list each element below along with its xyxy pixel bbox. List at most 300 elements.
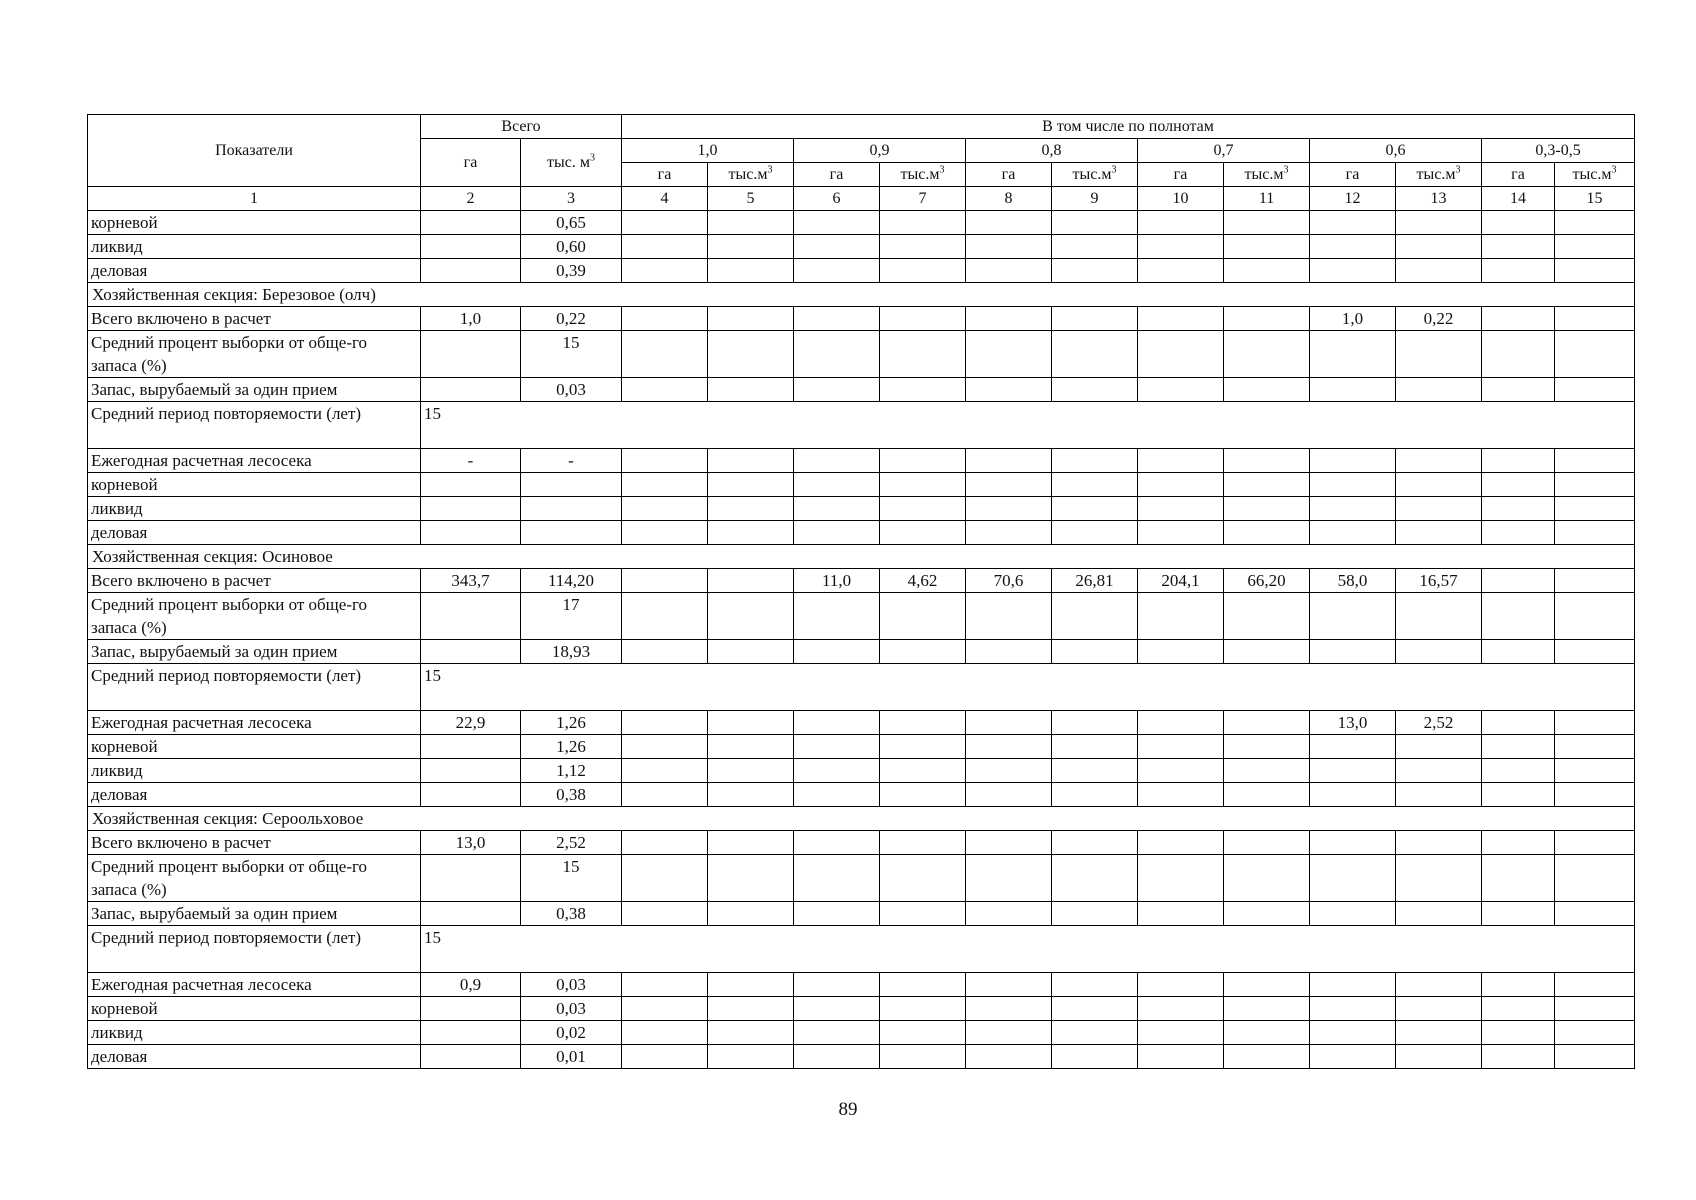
table-cell xyxy=(1052,783,1138,807)
table-cell: - xyxy=(521,449,622,473)
table-cell xyxy=(1052,378,1138,402)
table-cell xyxy=(1224,521,1310,545)
table-cell xyxy=(880,831,966,855)
column-number: 9 xyxy=(1052,187,1138,211)
table-cell xyxy=(1224,902,1310,926)
column-number: 1 xyxy=(88,187,421,211)
table-cell xyxy=(1224,1021,1310,1045)
table-cell xyxy=(1396,473,1482,497)
table-cell xyxy=(1482,1021,1555,1045)
header-unit-vol: $тыс.м^3$ xyxy=(1224,163,1310,187)
row-label: Средний процент выборки от обще-го запаса (%) xyxy=(88,331,421,378)
table-cell xyxy=(1482,497,1555,521)
table-cell: 70,6 xyxy=(966,569,1052,593)
header-unit-ha: га xyxy=(794,163,880,187)
column-number: 5 xyxy=(708,187,794,211)
table-cell xyxy=(622,211,708,235)
table-cell xyxy=(421,759,521,783)
table-row xyxy=(88,759,1635,783)
row-label: корневой xyxy=(88,211,421,235)
table-row xyxy=(88,593,1635,640)
table-cell xyxy=(1396,973,1482,997)
table-row xyxy=(88,331,1635,378)
table-cell xyxy=(1555,973,1635,997)
section-title: Хозяйственная секция: Березовое (олч) xyxy=(88,283,1635,307)
table-cell xyxy=(1555,235,1635,259)
table-cell xyxy=(1396,997,1482,1021)
table-cell xyxy=(708,378,794,402)
table-cell xyxy=(966,1021,1052,1045)
table-row xyxy=(88,378,1635,402)
document-page xyxy=(87,114,1634,1069)
table-cell xyxy=(1138,735,1224,759)
table-cell xyxy=(794,855,880,902)
table-cell xyxy=(1396,449,1482,473)
table-cell xyxy=(794,711,880,735)
table-cell: 114,20 xyxy=(521,569,622,593)
table-cell: 0,22 xyxy=(1396,307,1482,331)
row-label: Всего включено в расчет xyxy=(88,831,421,855)
row-label: Запас, вырубаемый за один прием xyxy=(88,640,421,664)
header-unit-vol: $тыс.м^3$ xyxy=(708,163,794,187)
table-row xyxy=(88,1045,1635,1069)
header-unit-ha: га xyxy=(1310,163,1396,187)
table-body xyxy=(88,211,1635,1069)
cutting-area-table xyxy=(87,114,1635,1069)
table-cell xyxy=(794,235,880,259)
table-cell xyxy=(1396,1021,1482,1045)
table-cell xyxy=(1396,831,1482,855)
table-cell xyxy=(708,331,794,378)
table-cell: 2,52 xyxy=(1396,711,1482,735)
table-cell xyxy=(521,521,622,545)
table-row xyxy=(88,831,1635,855)
table-cell: 0,03 xyxy=(521,378,622,402)
table-cell xyxy=(1396,593,1482,640)
header-unit-ha: га xyxy=(1482,163,1555,187)
table-cell xyxy=(622,521,708,545)
table-cell xyxy=(880,449,966,473)
table-cell xyxy=(622,1021,708,1045)
row-label: корневой xyxy=(88,473,421,497)
column-number: 12 xyxy=(1310,187,1396,211)
table-cell xyxy=(1396,902,1482,926)
row-value: 15 xyxy=(421,664,1635,711)
table-cell xyxy=(708,307,794,331)
table-cell: 22,9 xyxy=(421,711,521,735)
table-cell xyxy=(708,759,794,783)
table-cell xyxy=(708,973,794,997)
header-by-density: В том числе по полнотам xyxy=(622,115,1635,139)
table-cell xyxy=(708,593,794,640)
row-label: Запас, вырубаемый за один прием xyxy=(88,902,421,926)
table-cell xyxy=(794,902,880,926)
table-cell xyxy=(794,211,880,235)
table-cell xyxy=(1555,521,1635,545)
table-cell: 0,9 xyxy=(421,973,521,997)
table-cell xyxy=(622,259,708,283)
table-cell xyxy=(1555,593,1635,640)
header-unit-ha: га xyxy=(1138,163,1224,187)
table-cell xyxy=(1052,235,1138,259)
table-cell xyxy=(1138,521,1224,545)
table-cell xyxy=(622,497,708,521)
table-cell xyxy=(421,855,521,902)
table-cell xyxy=(421,331,521,378)
table-cell xyxy=(880,1045,966,1069)
table-cell xyxy=(708,735,794,759)
row-label: Средний период повторяемости (лет) xyxy=(88,402,421,449)
table-cell: 15 xyxy=(521,331,622,378)
table-cell xyxy=(966,855,1052,902)
table-cell xyxy=(708,449,794,473)
table-cell xyxy=(880,997,966,1021)
row-label: Средний процент выборки от обще-го запаса (%) xyxy=(88,593,421,640)
table-cell xyxy=(1396,783,1482,807)
table-cell xyxy=(1052,259,1138,283)
table-cell xyxy=(1482,711,1555,735)
table-cell xyxy=(880,473,966,497)
row-value: 15 xyxy=(421,926,1635,973)
table-cell xyxy=(794,593,880,640)
row-label: Средний процент выборки от обще-го запаса (%) xyxy=(88,855,421,902)
table-cell xyxy=(1555,211,1635,235)
table-cell xyxy=(708,711,794,735)
table-row xyxy=(88,402,1635,449)
table-cell xyxy=(622,783,708,807)
table-cell xyxy=(1052,902,1138,926)
table-cell xyxy=(1555,711,1635,735)
row-label: Всего включено в расчет xyxy=(88,569,421,593)
table-cell xyxy=(622,449,708,473)
table-cell xyxy=(1482,378,1555,402)
table-cell xyxy=(1138,831,1224,855)
table-cell xyxy=(1224,997,1310,1021)
column-number: 4 xyxy=(622,187,708,211)
table-cell xyxy=(1396,235,1482,259)
table-cell: 0,65 xyxy=(521,211,622,235)
header-unit-vol: $тыс.м^3$ xyxy=(880,163,966,187)
table-cell xyxy=(1482,902,1555,926)
row-label: деловая xyxy=(88,259,421,283)
table-cell xyxy=(794,497,880,521)
table-cell xyxy=(1396,640,1482,664)
table-cell xyxy=(1224,259,1310,283)
table-cell xyxy=(708,1045,794,1069)
table-cell xyxy=(1310,235,1396,259)
table-cell xyxy=(521,473,622,497)
table-cell xyxy=(1224,759,1310,783)
table-cell xyxy=(794,973,880,997)
header-indicators: Показатели xyxy=(88,115,421,187)
table-cell xyxy=(1138,902,1224,926)
table-cell xyxy=(1310,783,1396,807)
table-cell xyxy=(966,378,1052,402)
table-cell xyxy=(421,235,521,259)
table-cell xyxy=(421,783,521,807)
table-cell xyxy=(622,331,708,378)
table-cell xyxy=(708,902,794,926)
table-cell xyxy=(1555,759,1635,783)
header-density: 0,8 xyxy=(966,139,1138,163)
table-cell xyxy=(1224,1045,1310,1069)
table-cell xyxy=(966,640,1052,664)
table-cell xyxy=(880,783,966,807)
table-row xyxy=(88,307,1635,331)
table-cell xyxy=(1138,711,1224,735)
table-row xyxy=(88,855,1635,902)
table-cell xyxy=(794,759,880,783)
table-cell xyxy=(1310,855,1396,902)
table-cell xyxy=(1310,759,1396,783)
table-cell xyxy=(1224,473,1310,497)
table-cell xyxy=(1310,640,1396,664)
table-cell xyxy=(1310,211,1396,235)
row-label: Запас, вырубаемый за один прием xyxy=(88,378,421,402)
row-label: Средний период повторяемости (лет) xyxy=(88,926,421,973)
table-cell xyxy=(1482,735,1555,759)
table-cell xyxy=(794,997,880,1021)
table-cell xyxy=(1224,449,1310,473)
table-cell xyxy=(1396,855,1482,902)
table-cell xyxy=(880,855,966,902)
table-cell xyxy=(966,759,1052,783)
table-cell xyxy=(966,593,1052,640)
table-cell xyxy=(1396,735,1482,759)
column-number: 10 xyxy=(1138,187,1224,211)
table-cell xyxy=(966,973,1052,997)
table-cell xyxy=(421,378,521,402)
table-cell xyxy=(880,902,966,926)
table-cell xyxy=(1052,735,1138,759)
table-cell xyxy=(421,211,521,235)
table-cell xyxy=(708,831,794,855)
table-cell xyxy=(421,1021,521,1045)
table-cell xyxy=(1138,211,1224,235)
row-label: деловая xyxy=(88,521,421,545)
table-cell xyxy=(1138,593,1224,640)
table-cell xyxy=(1396,521,1482,545)
row-label: Всего включено в расчет xyxy=(88,307,421,331)
table-cell xyxy=(880,521,966,545)
table-cell xyxy=(1482,1045,1555,1069)
header-total-ha: га xyxy=(421,139,521,187)
table-cell xyxy=(421,521,521,545)
table-row xyxy=(88,783,1635,807)
row-value: 15 xyxy=(421,402,1635,449)
row-label: деловая xyxy=(88,783,421,807)
table-cell: - xyxy=(421,449,521,473)
table-cell xyxy=(708,521,794,545)
table-cell xyxy=(1138,973,1224,997)
table-cell: 66,20 xyxy=(1224,569,1310,593)
table-row xyxy=(88,473,1635,497)
table-cell xyxy=(880,307,966,331)
table-cell xyxy=(421,1045,521,1069)
table-cell xyxy=(1224,593,1310,640)
table-cell xyxy=(1310,593,1396,640)
table-cell xyxy=(1482,783,1555,807)
header-density: 0,9 xyxy=(794,139,966,163)
table-cell xyxy=(966,235,1052,259)
table-cell xyxy=(1052,1045,1138,1069)
table-cell xyxy=(1555,831,1635,855)
table-row xyxy=(88,711,1635,735)
table-cell xyxy=(622,473,708,497)
table-cell xyxy=(794,307,880,331)
table-cell xyxy=(794,831,880,855)
table-cell xyxy=(421,473,521,497)
table-cell: 4,62 xyxy=(880,569,966,593)
table-cell xyxy=(1310,973,1396,997)
table-cell: 17 xyxy=(521,593,622,640)
table-cell xyxy=(1138,473,1224,497)
table-cell xyxy=(622,735,708,759)
table-cell xyxy=(421,259,521,283)
section-row xyxy=(88,807,1635,831)
table-cell xyxy=(1310,831,1396,855)
table-cell xyxy=(1482,307,1555,331)
table-cell xyxy=(1555,640,1635,664)
table-cell: 1,0 xyxy=(421,307,521,331)
table-cell xyxy=(966,211,1052,235)
table-row xyxy=(88,235,1635,259)
table-cell xyxy=(1310,1045,1396,1069)
table-header xyxy=(88,115,1635,211)
table-cell xyxy=(1482,521,1555,545)
table-cell xyxy=(794,1045,880,1069)
table-cell xyxy=(1138,1021,1224,1045)
table-cell: 58,0 xyxy=(1310,569,1396,593)
header-density: 0,6 xyxy=(1310,139,1482,163)
table-cell xyxy=(421,640,521,664)
table-cell xyxy=(1224,497,1310,521)
row-label: Ежегодная расчетная лесосека xyxy=(88,711,421,735)
table-cell xyxy=(1555,497,1635,521)
column-number: 3 xyxy=(521,187,622,211)
table-cell xyxy=(708,211,794,235)
row-label: Ежегодная расчетная лесосека xyxy=(88,449,421,473)
table-cell xyxy=(1138,497,1224,521)
table-cell xyxy=(1138,378,1224,402)
table-cell: 18,93 xyxy=(521,640,622,664)
table-cell xyxy=(1052,973,1138,997)
table-cell xyxy=(622,235,708,259)
table-cell xyxy=(1482,331,1555,378)
table-cell xyxy=(1555,855,1635,902)
table-cell xyxy=(1396,211,1482,235)
header-unit-ha: га xyxy=(966,163,1052,187)
table-cell xyxy=(966,497,1052,521)
table-cell xyxy=(1224,331,1310,378)
table-cell xyxy=(1555,1045,1635,1069)
table-cell xyxy=(1052,759,1138,783)
table-cell xyxy=(1138,1045,1224,1069)
table-cell xyxy=(1482,973,1555,997)
table-cell xyxy=(1555,783,1635,807)
column-number: 15 xyxy=(1555,187,1635,211)
table-cell xyxy=(1555,473,1635,497)
table-cell xyxy=(1482,855,1555,902)
table-cell xyxy=(1224,973,1310,997)
header-total-vol: тыс. $м^3$ xyxy=(521,139,622,187)
table-cell xyxy=(1138,640,1224,664)
table-cell xyxy=(1482,997,1555,1021)
table-row xyxy=(88,902,1635,926)
table-row xyxy=(88,497,1635,521)
table-cell: 1,26 xyxy=(521,735,622,759)
table-cell: 13,0 xyxy=(1310,711,1396,735)
table-cell xyxy=(1224,855,1310,902)
table-cell: 0,38 xyxy=(521,902,622,926)
table-cell xyxy=(622,902,708,926)
section-title: Хозяйственная секция: Осиновое xyxy=(88,545,1635,569)
table-cell xyxy=(1555,307,1635,331)
table-row xyxy=(88,735,1635,759)
table-cell xyxy=(1224,378,1310,402)
table-cell xyxy=(966,449,1052,473)
table-cell xyxy=(880,497,966,521)
table-cell xyxy=(1052,855,1138,902)
table-cell: 0,39 xyxy=(521,259,622,283)
table-cell xyxy=(521,497,622,521)
row-label: Ежегодная расчетная лесосека xyxy=(88,973,421,997)
table-cell xyxy=(880,593,966,640)
table-cell xyxy=(966,902,1052,926)
table-cell xyxy=(966,711,1052,735)
table-cell xyxy=(708,640,794,664)
table-cell xyxy=(1310,473,1396,497)
table-cell xyxy=(1555,735,1635,759)
table-cell xyxy=(622,1045,708,1069)
table-cell xyxy=(1482,831,1555,855)
header-total: Всего xyxy=(421,115,622,139)
column-number: 13 xyxy=(1396,187,1482,211)
table-cell: 343,7 xyxy=(421,569,521,593)
table-row xyxy=(88,664,1635,711)
table-row xyxy=(88,569,1635,593)
table-cell xyxy=(1396,497,1482,521)
table-cell xyxy=(1052,449,1138,473)
table-cell: 11,0 xyxy=(794,569,880,593)
table-cell xyxy=(1555,449,1635,473)
table-cell xyxy=(708,497,794,521)
table-cell: 0,22 xyxy=(521,307,622,331)
table-cell xyxy=(708,235,794,259)
column-number: 2 xyxy=(421,187,521,211)
table-cell xyxy=(966,1045,1052,1069)
section-title: Хозяйственная секция: Сероольховое xyxy=(88,807,1635,831)
table-cell xyxy=(880,235,966,259)
table-cell xyxy=(1482,473,1555,497)
table-cell: 26,81 xyxy=(1052,569,1138,593)
table-cell: 16,57 xyxy=(1396,569,1482,593)
table-row xyxy=(88,640,1635,664)
table-row xyxy=(88,521,1635,545)
table-cell xyxy=(1138,855,1224,902)
table-cell xyxy=(1224,640,1310,664)
table-cell xyxy=(1396,759,1482,783)
row-label: Средний период повторяемости (лет) xyxy=(88,664,421,711)
header-unit-vol: $тыс.м^3$ xyxy=(1052,163,1138,187)
table-cell xyxy=(1482,759,1555,783)
table-cell xyxy=(880,331,966,378)
table-cell xyxy=(1310,378,1396,402)
table-cell xyxy=(708,473,794,497)
table-cell xyxy=(1482,259,1555,283)
table-cell: 0,03 xyxy=(521,973,622,997)
table-cell xyxy=(622,711,708,735)
